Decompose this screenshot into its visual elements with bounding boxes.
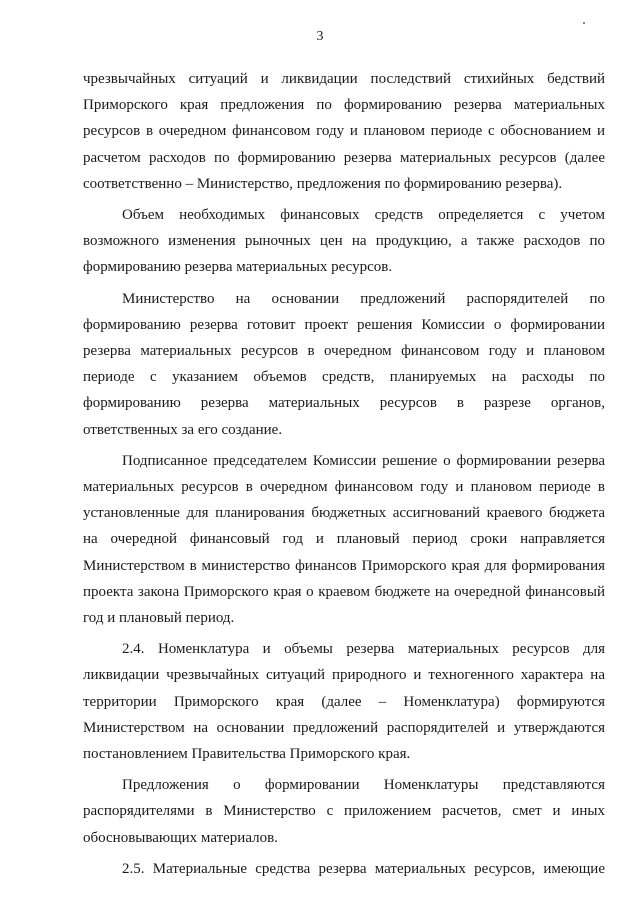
- text-line: чрезвычайных ситуаций и ликвидации последствий стихийных бедствий: [83, 71, 605, 87]
- paragraph: [83, 636, 605, 767]
- text-line: расчетом расходов по формированию резерва материальных ресурсов (далее: [83, 149, 605, 166]
- text-line: проекта закона Приморского края о краевом бюджете на очередной финансовый: [83, 583, 605, 600]
- text-line: на очередной финансовый год и плановый период сроки направляется: [83, 531, 605, 548]
- text-line: 2.5. Материальные средства резерва материальных ресурсов, имеющие: [122, 860, 605, 877]
- text-line: Объем необходимых финансовых средств определяется с учетом: [122, 207, 605, 224]
- page-number: 3: [316, 29, 324, 44]
- text-line: постановлением Правительства Приморского края.: [83, 746, 411, 763]
- text-line: резерва материальных ресурсов в очередном финансовом году и плановом: [83, 343, 605, 360]
- text-line: установленные для планирования бюджетных ассигнований краевого бюджета: [83, 505, 605, 522]
- text-line: возможного изменения рыночных цен на продукцию, а также расходов по: [83, 233, 605, 250]
- text-line: периоде с указанием объемов средств, планируемых на расходы по: [83, 369, 605, 386]
- text-line: Министерством в министерство финансов Приморского края для формирования: [83, 557, 605, 574]
- text-line: Приморского края предложения по формированию резерва материальных: [83, 97, 605, 114]
- paragraph: [83, 856, 605, 882]
- text-line: обосновывающих материалов.: [83, 829, 278, 846]
- text-line: материальных ресурсов в очередном финансовом году и плановом периоде в: [83, 479, 605, 496]
- paragraph: [83, 286, 605, 443]
- text-line: распорядителями в Министерство с приложением расчетов, смет и иных: [83, 803, 605, 820]
- text-line: формированию резерва материальных ресурсов.: [83, 259, 393, 276]
- paragraph: [83, 772, 605, 851]
- text-line: формированию резерва готовит проект решения Комиссии о формировании: [83, 316, 605, 333]
- text-line: Министерством на основании предложений распорядителей и утверждаются: [83, 719, 605, 736]
- text-line: ответственных за его создание.: [83, 421, 283, 438]
- text-line: год и плановый период.: [83, 610, 235, 627]
- text-line: ликвидации чрезвычайных ситуаций природного и техногенного характера на: [83, 667, 605, 684]
- text-line: формированию резерва материальных ресурсов в разрезе органов,: [83, 395, 605, 412]
- paragraph: [83, 66, 605, 197]
- text-line: территории Приморского края (далее – Номенклатура) формируются: [83, 693, 605, 710]
- text-line: Подписанное председателем Комиссии решение о формировании резерва: [122, 452, 605, 469]
- text-line: Министерство на основании предложений распорядителей по: [122, 290, 605, 307]
- text-line: соответственно – Министерство, предложения по формированию резерва).: [83, 175, 563, 192]
- paragraph: [83, 448, 605, 631]
- text-line: 2.4. Номенклатура и объемы резерва материальных ресурсов для: [122, 641, 605, 658]
- text-line: Предложения о формировании Номенклатуры представляются: [122, 777, 605, 794]
- scan-artifact-dot: [583, 22, 585, 24]
- document-body: [83, 66, 605, 887]
- paragraph: [83, 202, 605, 281]
- text-line: ресурсов в очередном финансовом году и плановом периоде с обоснованием и: [83, 123, 605, 140]
